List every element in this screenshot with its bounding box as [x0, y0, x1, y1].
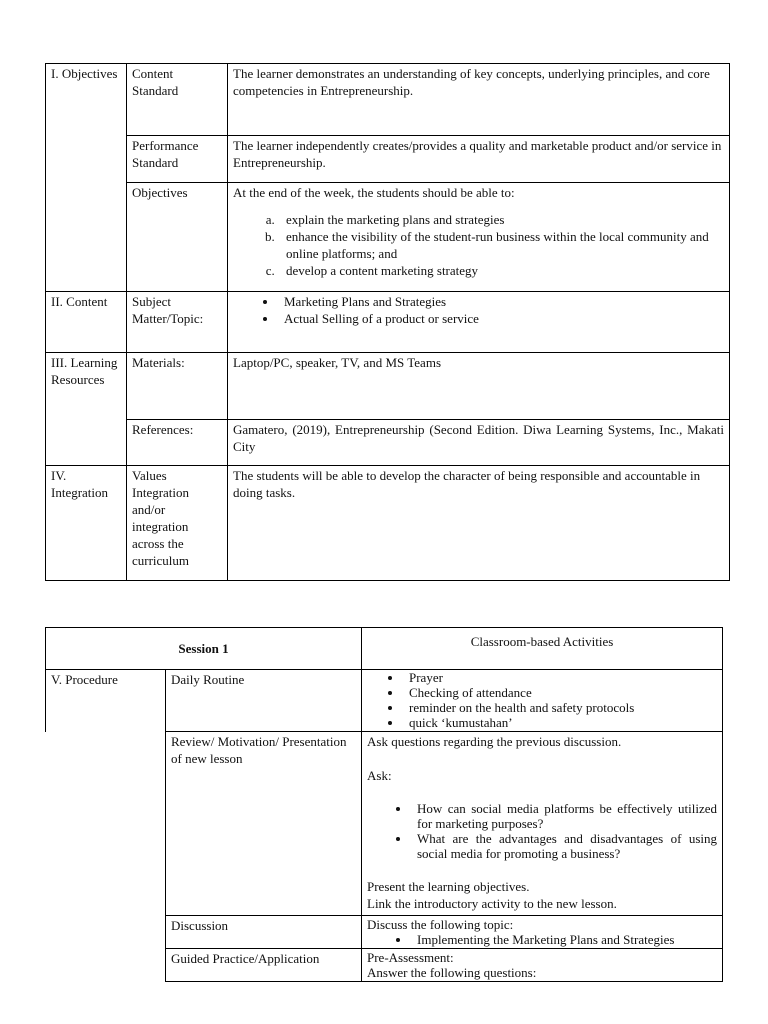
content-standard-text: The learner demonstrates an understanding of key concepts, underlying principles, and core competencies in Entrepreneurship.: [228, 64, 730, 136]
subject-matter-label: Subject Matter/Topic:: [127, 292, 228, 353]
objectives-section-label: I. Objectives: [46, 64, 127, 292]
session-header: Session 1: [46, 628, 362, 670]
daily-routine-label: Daily Routine: [166, 670, 362, 732]
guided-label: Guided Practice/Application: [166, 949, 362, 982]
objectives-cell: [228, 183, 730, 292]
daily-routine-cell: [362, 670, 723, 732]
objectives-label: Objectives: [127, 183, 228, 292]
subject-matter-cell: [228, 292, 730, 353]
discussion-label: Discussion: [166, 916, 362, 949]
performance-standard-text: The learner independently creates/provides a quality and marketable product and/or service in Entrepreneurship.: [228, 136, 730, 183]
procedure-spacer: [46, 949, 166, 982]
list-item: b. enhance the visibility of the student-run business within the local community and online platforms; and: [278, 228, 724, 262]
content-row: [46, 292, 730, 353]
daily-routine-row: [46, 670, 723, 732]
performance-standard-label: Performance Standard: [127, 136, 228, 183]
review-row: [46, 732, 723, 916]
content-section-label: II. Content: [46, 292, 127, 353]
list-item: a. explain the marketing plans and strategies: [278, 211, 724, 228]
materials-row: [46, 353, 730, 420]
objectives-list: [278, 211, 724, 279]
review-questions: [411, 801, 717, 861]
objectives-row: [46, 183, 730, 292]
guided-line-2: Answer the following questions:: [367, 965, 537, 980]
discussion-row: [46, 916, 723, 949]
list-item: • Checking of attendance: [403, 685, 717, 700]
list-item: • What are the advantages and disadvantages of using social media for promoting a business?: [411, 831, 717, 861]
references-row: [46, 420, 730, 466]
references-text: Gamatero, (2019), Entrepreneurship (Second Edition. Diwa Learning Systems, Inc., Makati City: [228, 420, 730, 466]
integration-row: [46, 466, 730, 581]
discussion-cell: [362, 916, 723, 949]
review-cell: [362, 732, 723, 916]
procedure-spacer: [46, 916, 166, 949]
content-standard-row: [46, 64, 730, 136]
list-item: • quick ‘kumustahan’: [403, 715, 717, 730]
list-item: • reminder on the health and safety protocols: [403, 700, 717, 715]
performance-standard-row: [46, 136, 730, 183]
list-item: • Actual Selling of a product or service: [278, 310, 724, 327]
review-line-3: Link the introductory activity to the new lesson.: [367, 896, 617, 911]
discussion-intro: Discuss the following topic:: [367, 917, 514, 932]
guided-row: [46, 949, 723, 982]
guided-line-1: Pre-Assessment:: [367, 950, 454, 965]
lesson-plan-table: [45, 63, 730, 581]
daily-routine-list: [403, 670, 717, 730]
integration-text: The students will be able to develop the character of being responsible and accountable in doing tasks.: [228, 466, 730, 581]
materials-text: Laptop/PC, speaker, TV, and MS Teams: [228, 353, 730, 420]
session-header-row: [46, 628, 723, 670]
values-integration-label: Values Integration and/or integration across the curriculum: [127, 466, 228, 581]
discussion-list: [411, 932, 717, 947]
list-item: • Prayer: [403, 670, 717, 685]
content-standard-label: Content Standard: [127, 64, 228, 136]
list-item: • How can social media platforms be effectively utilized for marketing purposes?: [411, 801, 717, 831]
resources-section-label: III. Learning Resources: [46, 353, 127, 466]
procedure-table: [45, 627, 723, 982]
review-line-2: Present the learning objectives.: [367, 879, 530, 894]
list-item: • Marketing Plans and Strategies: [278, 293, 724, 310]
activities-header: Classroom-based Activities: [362, 628, 723, 670]
review-label: Review/ Motivation/ Presentation of new lesson: [166, 732, 362, 916]
objectives-intro: At the end of the week, the students should be able to:: [233, 185, 515, 200]
procedure-spacer: [46, 732, 166, 916]
subject-matter-list: [278, 293, 724, 327]
review-line-1: Ask questions regarding the previous discussion.: [367, 734, 622, 749]
materials-label: Materials:: [127, 353, 228, 420]
integration-section-label: IV. Integration: [46, 466, 127, 581]
review-ask: Ask:: [367, 768, 392, 783]
list-item: • Implementing the Marketing Plans and Strategies: [411, 932, 717, 947]
guided-cell: [362, 949, 723, 982]
references-label: References:: [127, 420, 228, 466]
procedure-label: V. Procedure: [46, 670, 166, 732]
list-item: c. develop a content marketing strategy: [278, 262, 724, 279]
